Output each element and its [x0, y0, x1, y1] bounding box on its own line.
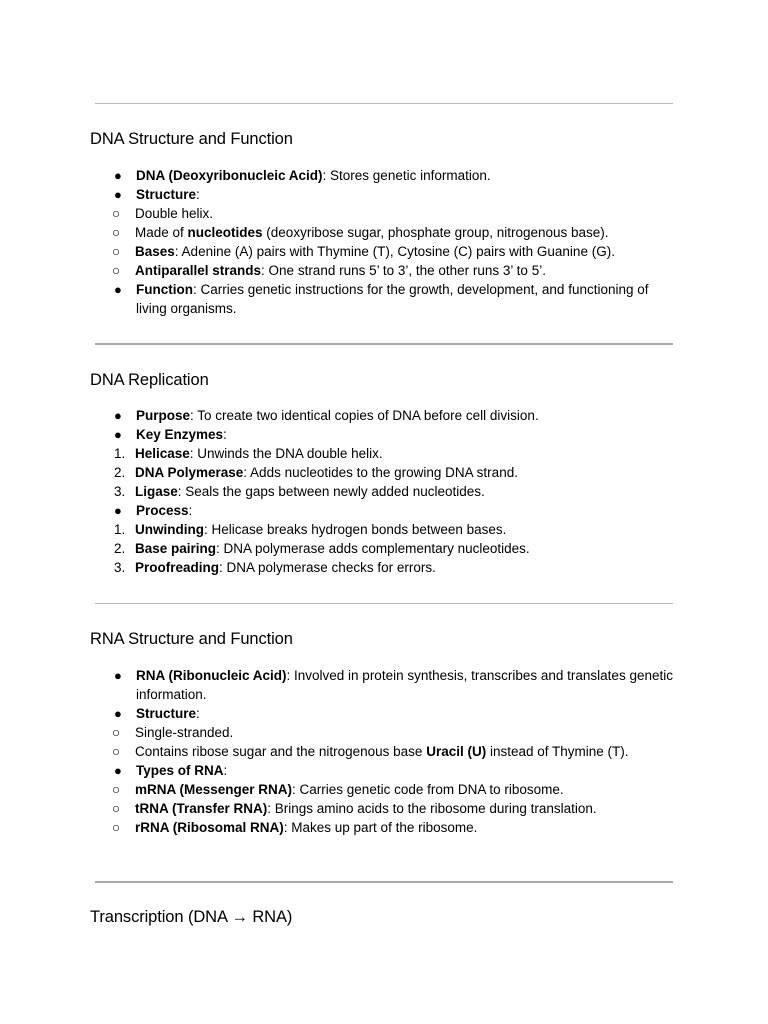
- numbered-item: 2. DNA Polymerase: Adds nucleotides to the growing DNA strand.: [114, 465, 518, 480]
- divider-2: [95, 343, 673, 345]
- list-number: 3.: [114, 484, 126, 499]
- sub-list-item: ○ Double helix.: [112, 206, 214, 221]
- bullet-list: [90, 406, 690, 577]
- list-item: ● Structure: ○ Double helix. ○ Made of nucleotides (deoxyribose sugar, phosphate group, nitrogenous base). ○ Bases: Adenine (A) pairs with Thymine (T), Cytosine (C) pairs with Guanine (G). ○ Antiparallel strands: One strand runs 5’ to 3’, the other runs 3’ to 5’.: [90, 185, 676, 280]
- list-item: ● DNA (Deoxyribonucleic Acid): Stores genetic information.: [114, 168, 491, 183]
- bullet-icon: ●: [114, 503, 122, 518]
- list-item: ● RNA (Ribonucleic Acid): Involved in protein synthesis, transcribes and translates genetic information.: [114, 668, 673, 702]
- bullet-icon: ●: [114, 187, 122, 202]
- sub-list: [90, 204, 676, 280]
- numbered-list: [90, 520, 676, 577]
- bullet-icon: ●: [114, 706, 122, 721]
- divider-3: [95, 603, 673, 604]
- list-item: ● Structure: ○ Single-stranded. ○ Contains ribose sugar and the nitrogenous base Uracil (U) instead of Thymine (T).: [90, 704, 676, 761]
- section-rna-structure: [90, 629, 690, 859]
- list-item: ● Purpose: To create two identical copies of DNA before cell division.: [114, 408, 539, 423]
- circle-bullet-icon: ○: [112, 263, 121, 278]
- circle-bullet-icon: ○: [112, 820, 121, 835]
- list-item: ● Function: Carries genetic instructions for the growth, development, and functioning of living organisms.: [114, 282, 649, 316]
- section-dna-structure: [90, 129, 690, 329]
- bullet-icon: ●: [114, 168, 122, 183]
- section-heading: RNA Structure and Function: [90, 630, 293, 648]
- bullet-list: [90, 666, 690, 837]
- bullet-icon: ●: [114, 668, 122, 683]
- numbered-item: 2. Base pairing: DNA polymerase adds complementary nucleotides.: [114, 541, 530, 556]
- numbered-item: 1. Unwinding: Helicase breaks hydrogen bonds between bases.: [114, 522, 507, 537]
- list-item: ● Process: 1. Unwinding: Helicase breaks hydrogen bonds between bases. 2. Base pairing: DNA polymerase adds complementary nucleotides. 3. Proofreading: DNA polymerase checks for errors.: [90, 501, 676, 577]
- list-item: ● Key Enzymes: 1. Helicase: Unwinds the DNA double helix. 2. DNA Polymerase: Adds nucleotides to the growing DNA strand. 3. Ligase: Seals the gaps between newly added nucleotides.: [90, 425, 676, 501]
- list-number: 1.: [114, 446, 126, 461]
- section-heading: Transcription (DNA → RNA): [90, 908, 293, 926]
- list-number: 1.: [114, 522, 126, 537]
- sub-list-item: ○ tRNA (Transfer RNA): Brings amino acids to the ribosome during translation.: [112, 801, 597, 816]
- numbered-list: [90, 444, 676, 501]
- list-number: 3.: [114, 560, 126, 575]
- sub-list-item: ○ Made of nucleotides (deoxyribose sugar, phosphate group, nitrogenous base).: [112, 225, 609, 240]
- bullet-icon: ●: [114, 282, 122, 297]
- sub-list: [90, 780, 676, 837]
- bullet-icon: ●: [114, 408, 122, 423]
- numbered-item: 3. Proofreading: DNA polymerase checks for errors.: [114, 560, 436, 575]
- sub-list-item: ○ rRNA (Ribosomal RNA): Makes up part of the ribosome.: [112, 820, 478, 835]
- divider-1: [95, 103, 673, 104]
- divider-4: [95, 881, 673, 883]
- bullet-icon: ●: [114, 427, 122, 442]
- circle-bullet-icon: ○: [112, 801, 121, 816]
- sub-list-item: ○ Bases: Adenine (A) pairs with Thymine (T), Cytosine (C) pairs with Guanine (G).: [112, 244, 615, 259]
- list-item: ● Types of RNA: ○ mRNA (Messenger RNA): Carries genetic code from DNA to ribosome. ○ tRNA (Transfer RNA): Brings amino acids to the ribosome during translation. ○ rRNA (Ribosomal RNA): Makes up part of the ribosome.: [90, 761, 676, 837]
- sub-list: [90, 723, 676, 761]
- section-transcription: [90, 907, 690, 937]
- sub-list-item: ○ Single-stranded.: [112, 725, 234, 740]
- numbered-item: 1. Helicase: Unwinds the DNA double helix.: [114, 446, 383, 461]
- list-number: 2.: [114, 465, 126, 480]
- sub-list-item: ○ Antiparallel strands: One strand runs 5’ to 3’, the other runs 3’ to 5’.: [112, 263, 546, 278]
- numbered-item: 3. Ligase: Seals the gaps between newly added nucleotides.: [114, 484, 485, 499]
- section-dna-replication: [90, 370, 690, 590]
- circle-bullet-icon: ○: [112, 225, 121, 240]
- circle-bullet-icon: ○: [112, 725, 121, 740]
- list-number: 2.: [114, 541, 126, 556]
- sub-list-item: ○ mRNA (Messenger RNA): Carries genetic code from DNA to ribosome.: [112, 782, 564, 797]
- section-heading: DNA Structure and Function: [90, 130, 293, 148]
- circle-bullet-icon: ○: [112, 206, 121, 221]
- circle-bullet-icon: ○: [112, 744, 121, 759]
- circle-bullet-icon: ○: [112, 244, 121, 259]
- bullet-icon: ●: [114, 763, 122, 778]
- section-heading: DNA Replication: [90, 371, 209, 389]
- sub-list-item: ○ Contains ribose sugar and the nitrogenous base Uracil (U) instead of Thymine (T).: [112, 744, 629, 759]
- bullet-list: [90, 166, 690, 318]
- circle-bullet-icon: ○: [112, 782, 121, 797]
